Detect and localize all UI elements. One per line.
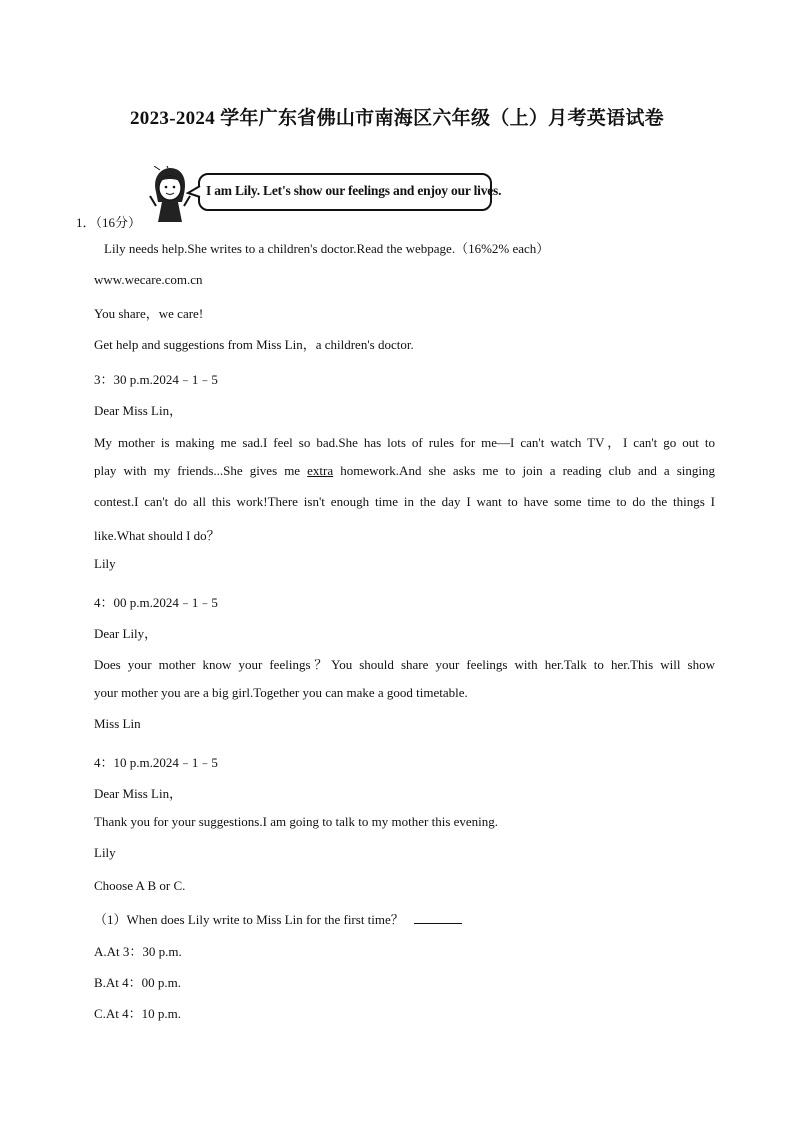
website-url: www.wecare.com.cn [94, 272, 203, 287]
answer-blank[interactable] [414, 913, 462, 924]
post1-time: 3：30 p.m.2024﹣1﹣5 [94, 372, 218, 387]
speech-bubble-text: I am Lily. Let's show our feelings and enjoy our lives. [206, 183, 502, 198]
post1-greeting: Dear Miss Lin， [94, 403, 183, 418]
question-number: 1．（16分） [76, 215, 142, 230]
post2-signature: Miss Lin [94, 716, 141, 731]
page-title: 2023-2024 学年广东省佛山市南海区六年级（上）月考英语试卷 [130, 108, 664, 129]
post3-time: 4：10 p.m.2024﹣1﹣5 [94, 755, 218, 770]
post3-line1: Thank you for your suggestions.I am going to talk to my mother this evening. [94, 814, 499, 829]
post2-line2: your mother you are a big girl.Together you can make a good timetable. [94, 685, 468, 700]
post2-time: 4：00 p.m.2024﹣1﹣5 [94, 595, 218, 610]
site-slogan: You share，we care! [94, 306, 204, 321]
post1-line2-after: homework.And she asks me to join a reading club and a singing [333, 463, 715, 478]
post1-signature: Lily [94, 556, 116, 571]
post1-line2 [94, 463, 715, 479]
instruction-text: Choose A B or C. [94, 878, 186, 893]
option-c[interactable]: C.At 4：10 p.m. [94, 1006, 182, 1021]
post2-line1: Does your mother know your feelings？You should share your feelings with her.Talk to her.This will show [94, 657, 715, 672]
post1-extra-word: extra [307, 463, 334, 478]
post3-signature: Lily [94, 845, 116, 860]
post1-line2-before: play with my friends...She gives me [94, 463, 308, 478]
post1-line4: like.What should I do？ [94, 528, 220, 543]
intro-text: Lily needs help.She writes to a children's doctor.Read the webpage.（16%2% each） [104, 241, 550, 256]
post3-greeting: Dear Miss Lin， [94, 786, 183, 801]
post2-greeting: Dear Lily， [94, 626, 158, 641]
post1-line1: My mother is making me sad.I feel so bad.She has lots of rules for me—I can't watch TV，I can't go out to [94, 435, 715, 450]
site-tagline: Get help and suggestions from Miss Lin，a children's doctor. [94, 337, 414, 352]
post1-line3: contest.I can't do all this work!There isn't enough time in the day I want to have some time to do the things I [94, 494, 715, 509]
option-a[interactable]: A.At 3：30 p.m. [94, 944, 182, 959]
sub-question-1 [94, 909, 462, 928]
sub-question-1-prompt: （1）When does Lily write to Miss Lin for the first time？ [94, 912, 404, 927]
speech-bubble-tail [186, 184, 202, 200]
option-b[interactable]: B.At 4：00 p.m. [94, 975, 182, 990]
